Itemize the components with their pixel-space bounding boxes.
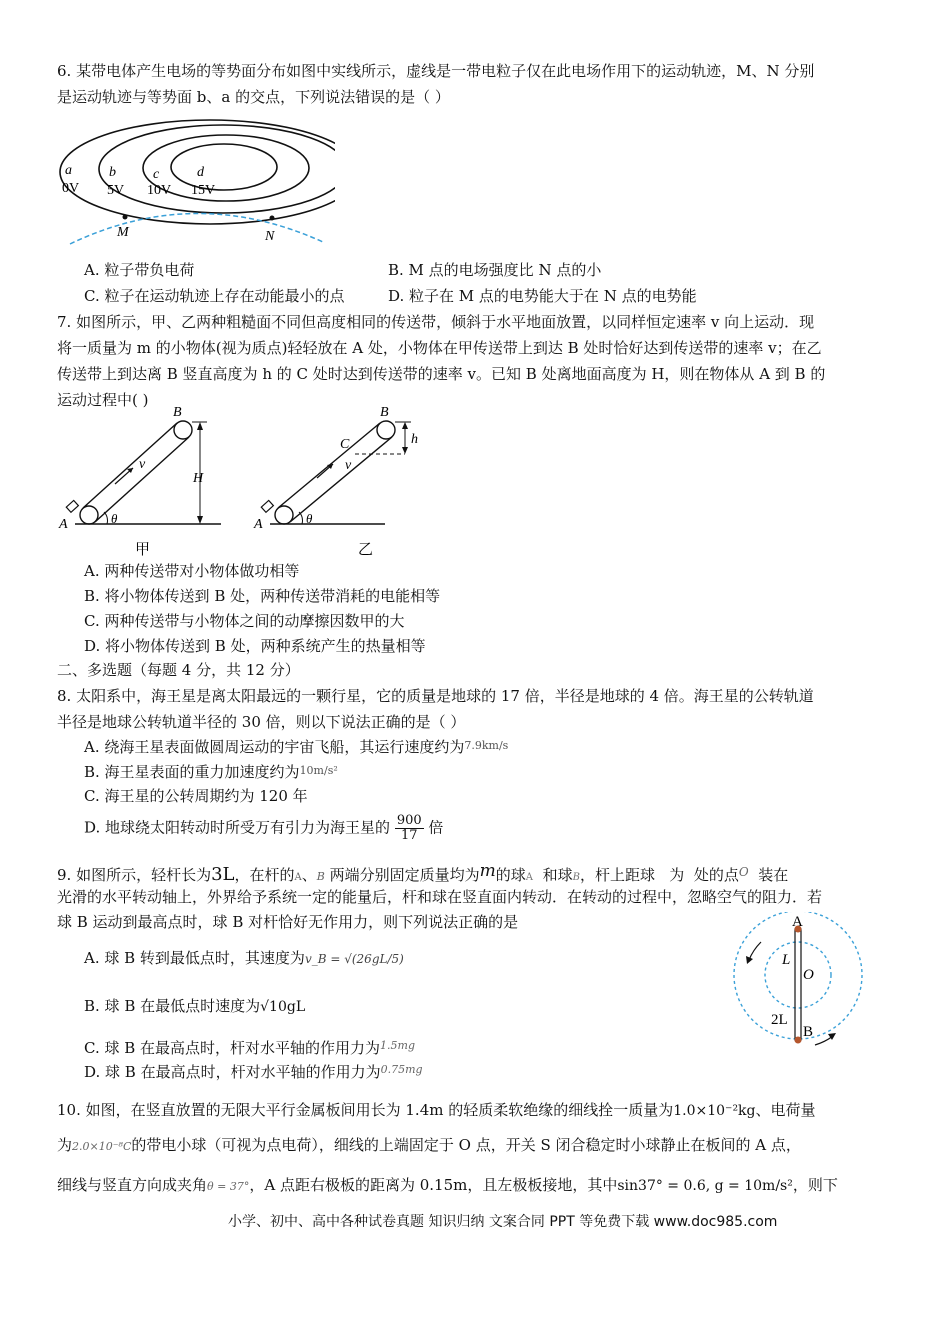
q9-option-a	[84, 946, 404, 971]
jia-label-H: H	[193, 471, 204, 486]
yi-label-h: h	[411, 432, 418, 447]
yi-label-v: v	[345, 458, 352, 473]
q8-option-a	[84, 734, 508, 759]
q9-l1-b: ，在杆的	[234, 866, 295, 884]
q9-option-d	[84, 1058, 423, 1084]
rod-label-B: B	[803, 1024, 814, 1040]
q10-line2	[57, 1132, 801, 1160]
rod-label-A: A	[792, 914, 803, 930]
q8-option-a-value: 7.9km/s	[464, 739, 509, 752]
yi-label-theta: θ	[306, 511, 313, 526]
label-a: a	[65, 163, 72, 178]
q8-option-b-value: 10m/s²	[299, 764, 338, 777]
q7-line4: 运动过程中( )	[57, 391, 149, 409]
q7-line1: 7. 如图所示，甲、乙两种粗糙面不同但高度相同的传送带，倾斜于水平地面放置，以同样恒定速率 v 向上运动．现	[57, 313, 815, 331]
q9-option-b-value: √10gL	[260, 999, 306, 1015]
q10-l3-c: ，则下	[792, 1176, 838, 1194]
q9-l1-h: 为	[669, 866, 685, 884]
q9-B-small: B	[316, 870, 325, 883]
q9-l1-g: ，杆上距球	[579, 866, 655, 884]
yi-caption: 乙	[358, 542, 374, 558]
q7-option-b: B. 将小物体传送到 B 处，两种传送带消耗的电能相等	[84, 587, 441, 605]
q6-line2: 是运动轨迹与等势面 b、a 的交点，下列说法错误的是（ ）	[57, 88, 450, 106]
q9-l1-c: 、	[301, 866, 317, 884]
q6-option-c: C. 粒子在运动轨迹上存在动能最小的点	[84, 287, 345, 305]
q9-l1-i: 处的点	[693, 866, 739, 884]
q9-option-b-text: B. 球 B 在最低点时速度为	[84, 997, 261, 1015]
q7-line3: 传送带上到达离 B 竖直高度为 h 的 C 处时达到传送带的速率 v。已知 B 处离地面高度为 H，则在物体从 A 到 B 的	[57, 365, 826, 383]
q9-option-a-value: v_B = √(26gL/5)	[304, 952, 404, 966]
q10-mass: 1.0×10⁻²kg	[673, 1103, 756, 1119]
q9-l1-d: 两端分别固定质量均为	[324, 866, 480, 884]
rod-label-L: L	[782, 952, 791, 968]
inner-circle-dashed	[765, 942, 831, 1008]
q9-O-small: O	[738, 865, 749, 879]
q10-l2-a: 为	[57, 1136, 73, 1154]
rotating-rod-figure	[725, 912, 875, 1062]
q9-option-a-text: A. 球 B 转到最低点时，其速度为	[84, 949, 305, 967]
q9-option-d-text: D. 球 B 在最高点时，杆对水平轴的作用力为	[84, 1063, 381, 1081]
equipotential-b	[99, 125, 335, 213]
q8-option-a-text: A. 绕海王星表面做圆周运动的宇宙飞船，其运行速度约为	[84, 738, 465, 756]
q10-l1-a: 10. 如图，在竖直放置的无限大平行金属板间用长为 1.4m 的轻质柔软绝缘的细线拴一质量为	[57, 1101, 674, 1119]
trajectory-dashed	[70, 213, 323, 244]
q6-line1: 6. 某带电体产生电场的等势面分布如图中实线所示，虚线是一带电粒子仅在此电场作用下的运动轨迹，M、N 分别	[57, 62, 815, 80]
label-c: c	[153, 167, 160, 182]
q9-3L: 3L	[211, 864, 235, 885]
q7-option-a: A. 两种传送带对小物体做功相等	[84, 562, 300, 580]
value-c: 10V	[147, 183, 172, 198]
q9-option-b	[84, 994, 305, 1019]
label-b: b	[109, 165, 116, 180]
q9-l1-a: 9. 如图所示，轻杆长为	[57, 866, 212, 884]
q8-option-d-fraction	[395, 814, 424, 843]
rod	[795, 929, 801, 1040]
q10-l3-a: 细线与竖直方向成夹角	[57, 1176, 208, 1194]
q9-l1-e: 的球	[495, 866, 526, 884]
q8-option-d-text: D. 地球绕太阳转动时所受万有引力为海王星的	[84, 818, 391, 837]
q9-option-c-value: 1.5mg	[380, 1039, 416, 1052]
conveyor-jia	[58, 405, 221, 558]
q9-l1-f: 和球	[542, 866, 573, 884]
label-M: M	[117, 225, 129, 240]
q8-option-b-text: B. 海王星表面的重力加速度约为	[84, 763, 300, 781]
jia-label-theta: θ	[111, 511, 118, 526]
q10-consts: sin37° = 0.6, g = 10m/s²	[617, 1178, 793, 1194]
q8-option-b	[84, 759, 338, 784]
q10-l3-b: ，A 点距右极板的距离为 0.15m，且左极板接地，其中	[249, 1176, 618, 1194]
q6-option-a: A. 粒子带负电荷	[84, 261, 195, 279]
q9-B-small2: B	[572, 872, 580, 883]
ball-B	[795, 1037, 802, 1044]
q8-frac-num: 900	[396, 813, 422, 828]
jia-label-v: v	[139, 457, 146, 472]
conveyor-figure	[55, 400, 435, 558]
q10-l2-b: 的带电小球（可视为点电荷），细线的上端固定于 O 点，开关 S 闭合稳定时小球静止在板间的 A 点，	[131, 1136, 801, 1154]
equipotential-d	[171, 144, 277, 190]
q9-option-c	[84, 1034, 415, 1060]
jia-label-A: A	[59, 517, 68, 532]
value-d: 15V	[191, 183, 216, 198]
yi-label-C: C	[340, 437, 350, 452]
equipotential-figure	[55, 112, 335, 254]
q9-l1-j: 装在	[758, 866, 789, 884]
conveyor-yi	[253, 405, 418, 558]
q9-line3: 球 B 运动到最高点时，球 B 对杆恰好无作用力，则下列说法正确的是	[57, 913, 519, 931]
q8-option-c: C. 海王星的公转周期约为 120 年	[84, 787, 308, 805]
yi-label-A: A	[254, 517, 263, 532]
point-N	[270, 216, 275, 221]
q8-option-d-tail: 倍	[428, 818, 444, 837]
value-a: 0V	[62, 181, 80, 196]
rod-label-O: O	[803, 967, 814, 983]
q10-charge: 2.0×10⁻⁸C	[72, 1140, 132, 1153]
section-heading-multi: 二、多选题（每题 4 分，共 12 分）	[57, 661, 300, 679]
q9-option-d-value: 0.75mg	[380, 1063, 423, 1076]
q8-line1: 8. 太阳系中，海王星是离太阳最远的一颗行星，它的质量是地球的 17 倍，半径是地球的 4 倍。海王星的公转轨道	[57, 687, 814, 705]
q10-line1	[57, 1097, 816, 1124]
q8-option-d	[84, 814, 443, 843]
q9-line2: 光滑的水平转动轴上，外界给予系统一定的能量后，杆和球在竖直面内转动．在转动的过程中，忽略空气的阻力．若	[57, 888, 823, 906]
q10-angle: θ = 37°	[207, 1180, 250, 1193]
q7-option-c: C. 两种传送带与小物体之间的动摩擦因数甲的大	[84, 612, 405, 630]
q9-A-small2: A	[525, 872, 534, 883]
page-footer: 小学、初中、高中各种试卷真题 知识归纳 文案合同 PPT 等免费下载 www.doc985.com	[228, 1214, 778, 1230]
point-M	[123, 215, 128, 220]
q9-A-small: A	[294, 872, 302, 883]
q6-option-b: B. M 点的电场强度比 N 点的小	[388, 261, 602, 279]
q7-line2: 将一质量为 m 的小物体(视为质点)轻轻放在 A 处，小物体在甲传送带上到达 B 处时恰好达到传送带的速率 v；在乙	[57, 339, 822, 357]
q8-frac-den: 17	[400, 828, 418, 843]
q9-option-c-text: C. 球 B 在最高点时，杆对水平轴的作用力为	[84, 1039, 381, 1057]
q7-option-d: D. 将小物体传送到 B 处，两种系统产生的热量相等	[84, 637, 426, 655]
q9-m: m	[479, 861, 496, 881]
yi-label-B: B	[380, 405, 389, 420]
rod-label-2L: 2L	[771, 1012, 788, 1028]
jia-label-B: B	[173, 405, 182, 420]
q10-line3	[57, 1172, 838, 1200]
value-b: 5V	[107, 183, 125, 198]
label-d: d	[197, 165, 204, 180]
jia-caption: 甲	[135, 542, 151, 558]
q10-l1-b: 、电荷量	[755, 1101, 816, 1119]
q6-option-d: D. 粒子在 M 点的电势能大于在 N 点的电势能	[388, 287, 697, 305]
label-N: N	[265, 229, 275, 244]
q8-line2: 半径是地球公转轨道半径的 30 倍，则以下说法正确的是（ ）	[57, 713, 466, 731]
